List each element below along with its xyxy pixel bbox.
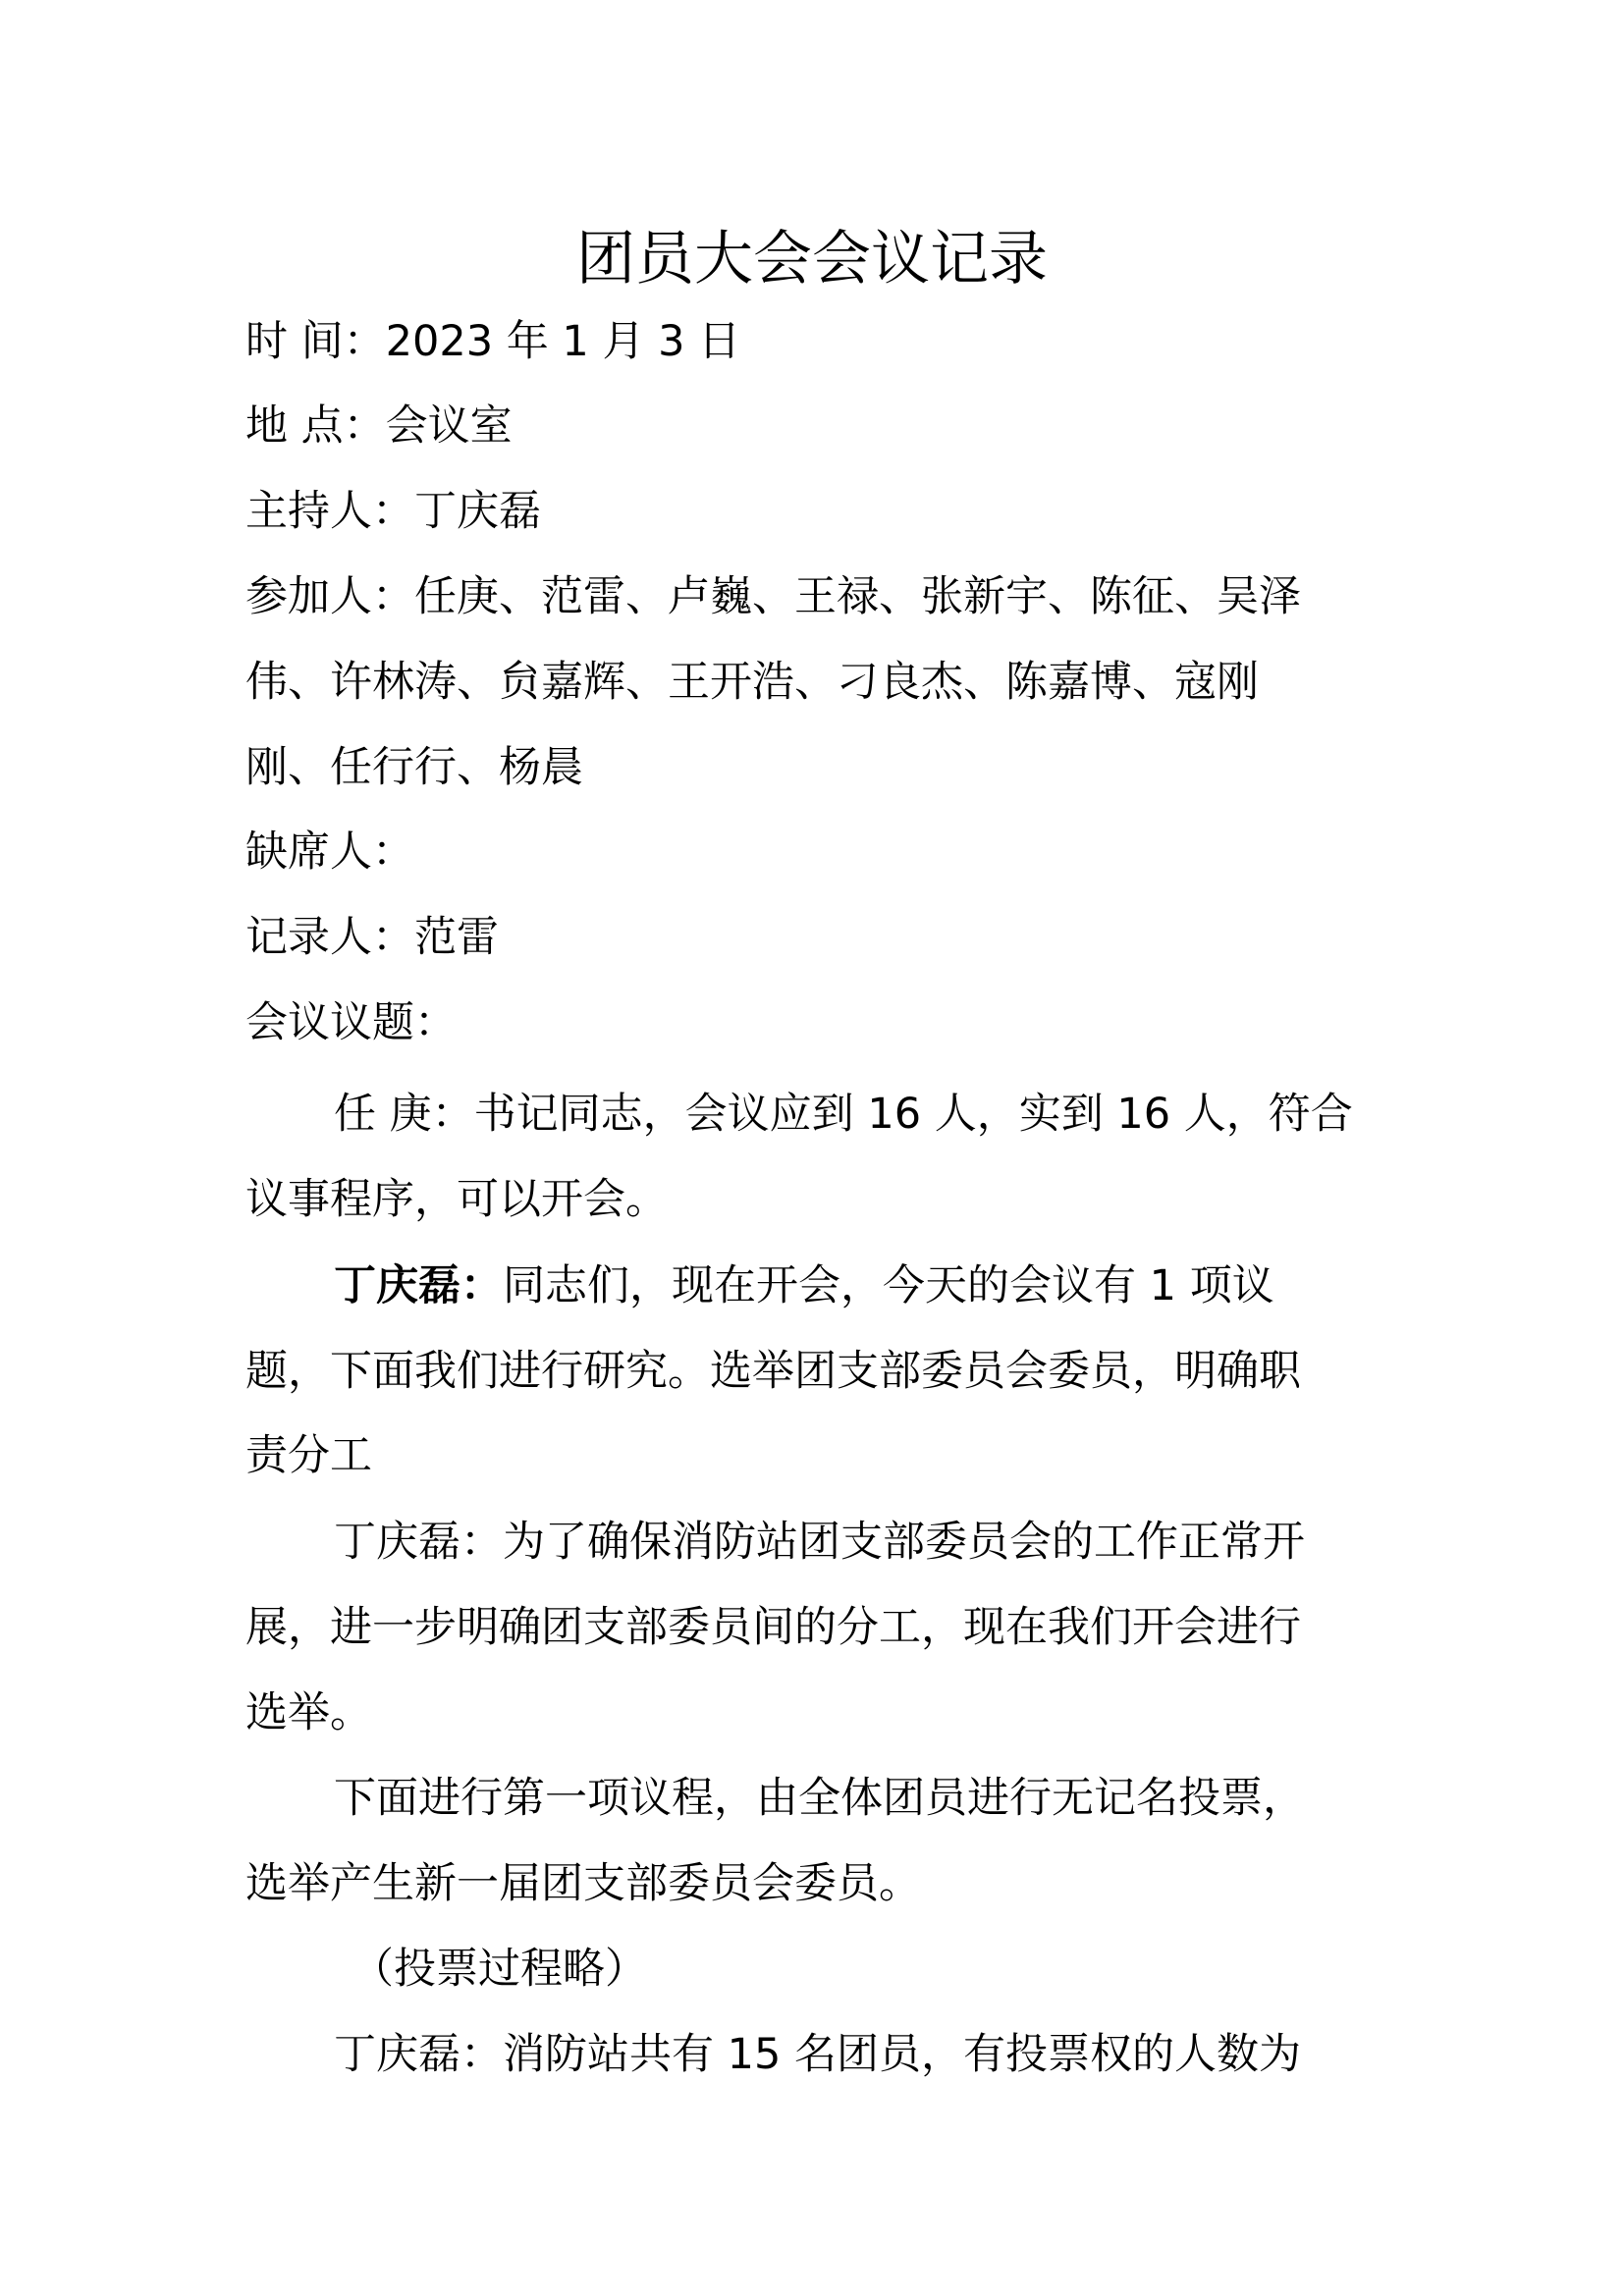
paragraph-3-line-2: 展，进一步明确团支部委员间的分工，现在我们开会进行 [245,1603,1301,1652]
paragraph-4-line-1: 下面进行第一项议程，由全体团员进行无记名投票， [334,1774,1305,1823]
paragraph-2-line-1 [334,1258,1483,1313]
attendees-line-2: 伟、许林涛、贠嘉辉、王开浩、刁良杰、陈嘉博、寇刚 [245,658,1259,707]
meeting-time: 时 间：2023 年 1 月 3 日 [245,317,741,366]
attendees-line-1: 参加人：任庚、范雷、卢巍、王禄、张新宇、陈征、吴泽 [245,572,1301,621]
meeting-place: 地 点：会议室 [245,401,513,451]
paragraph-3-line-1: 丁庆磊：为了确保消防站团支部委员会的工作正常开 [334,1518,1305,1567]
paragraph-4-line-2: 选举产生新一届团支部委员会委员。 [245,1859,921,1908]
paragraph-2-line-3: 责分工 [245,1431,372,1480]
paragraph-3-line-3: 选举。 [245,1688,372,1737]
paragraph-6-line-1: 丁庆磊：消防站共有 15 名团员，有投票权的人数为 [334,2030,1302,2079]
attendees-line-3: 刚、任行行、杨晨 [245,743,583,792]
paragraph-5: （投票过程略） [352,1945,647,1994]
paragraph-1-line-1: 任 庚：书记同志，会议应到 16 人，实到 16 人，符合 [334,1090,1353,1139]
paragraph-2-line-2: 题，下面我们进行研究。选举团支部委员会委员，明确职 [245,1347,1301,1396]
agenda-label: 会议议题： [245,998,457,1047]
speaker-name: 丁庆磊： [334,1261,503,1310]
absent-line: 缺席人： [245,828,414,877]
document-title: 团员大会会议记录 [576,225,1048,294]
meeting-host: 主持人：丁庆磊 [245,487,541,536]
recorder-line: 记录人：范雷 [245,913,499,962]
paragraph-1-line-2: 议事程序，可以开会。 [245,1175,668,1224]
paragraph-2-line-1-text: 同志们，现在开会，今天的会议有 1 项议 [503,1261,1274,1310]
